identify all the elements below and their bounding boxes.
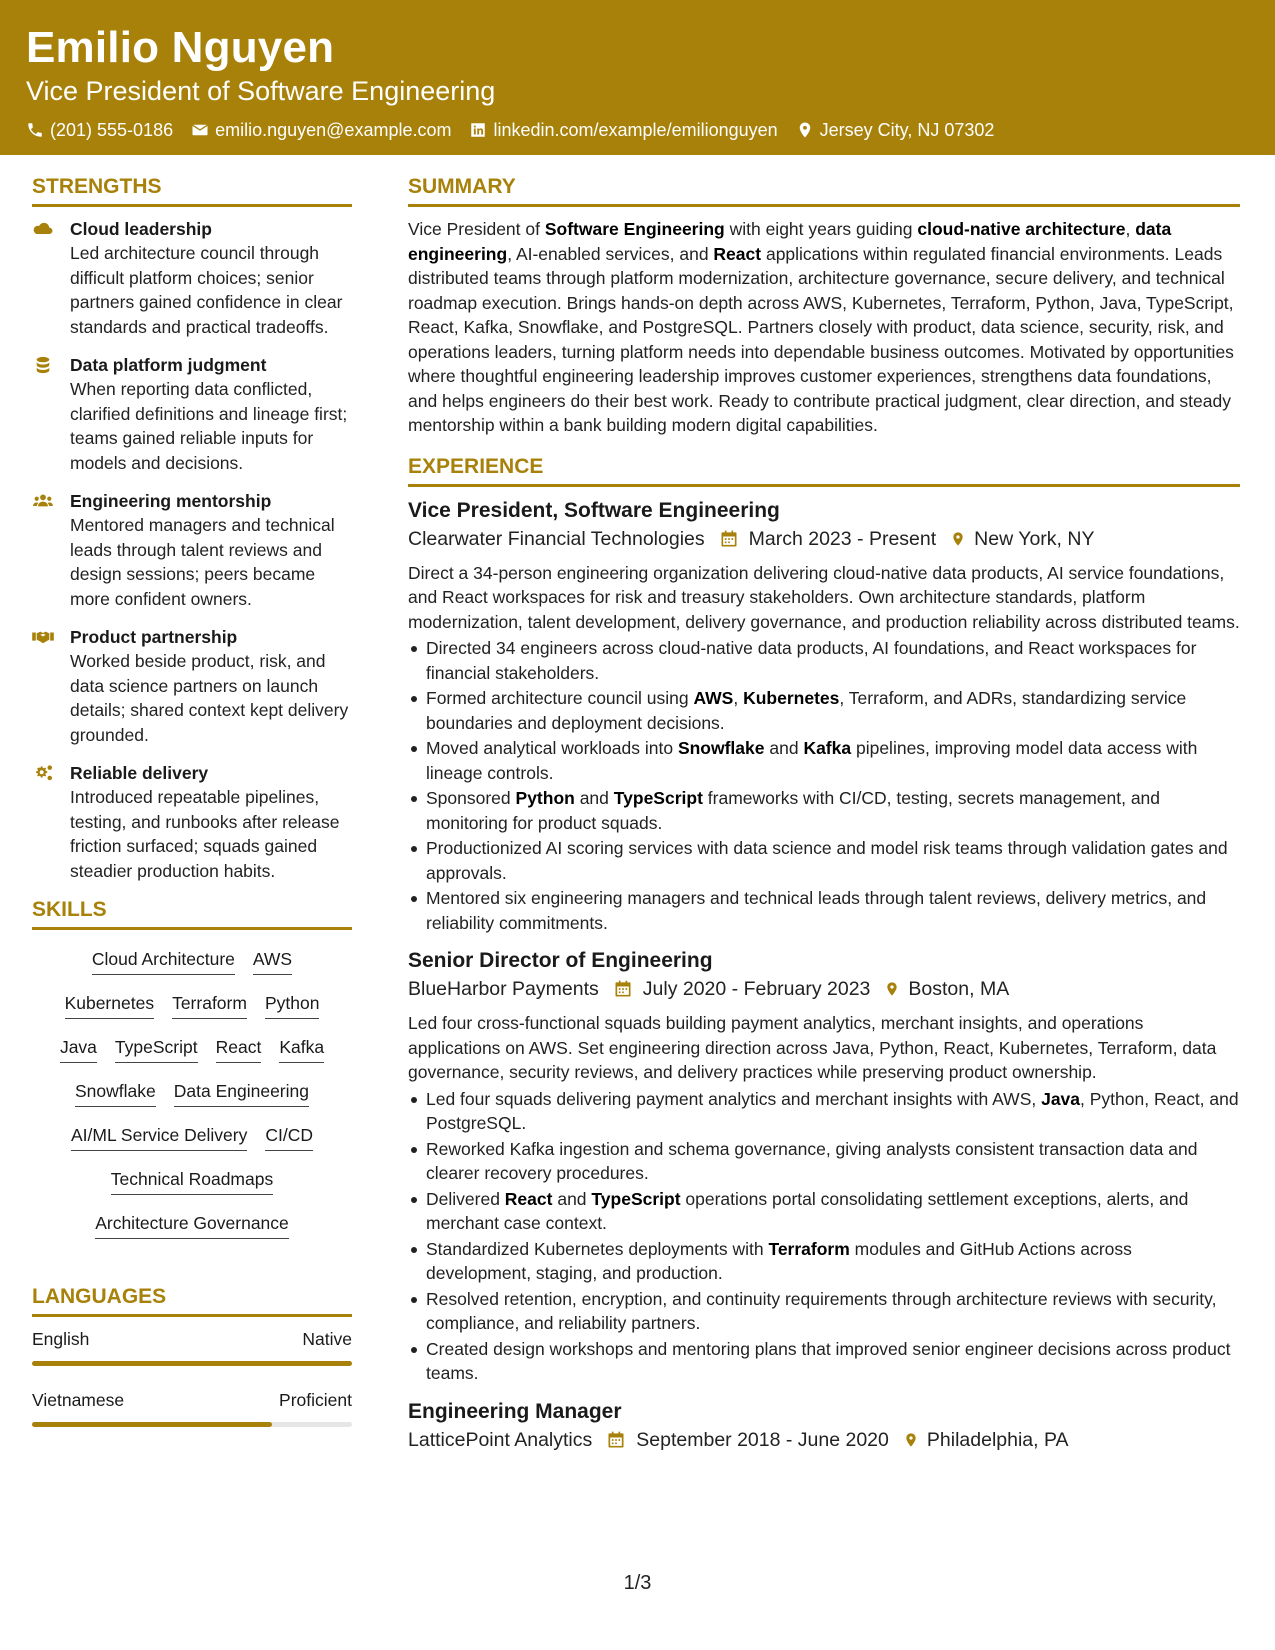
skill-tag: Cloud Architecture xyxy=(92,947,235,975)
company-name: LatticePoint Analytics xyxy=(408,1428,593,1451)
database-icon xyxy=(32,356,54,374)
job-meta xyxy=(408,975,1240,1003)
calendar-icon xyxy=(606,1430,626,1450)
bullet-item: Productionized AI scoring services with data science and model risk teams through validation gates and approvals. xyxy=(408,836,1240,885)
bullet-item: Reworked Kafka ingestion and schema governance, giving analysts consistent transaction data and clearer recovery procedures. xyxy=(408,1137,1240,1186)
contact-phone xyxy=(26,118,173,142)
gears-icon xyxy=(32,764,54,782)
language-name: Vietnamese xyxy=(32,1390,125,1410)
skills-list xyxy=(32,940,352,1248)
users-icon xyxy=(32,492,54,510)
language-item xyxy=(32,1327,352,1366)
strengths-heading: STRENGTHS xyxy=(32,174,352,207)
company-name: Clearwater Financial Technologies xyxy=(408,527,705,550)
skill-tag: Technical Roadmaps xyxy=(111,1167,273,1195)
summary-heading: SUMMARY xyxy=(408,174,1240,207)
job-dates: March 2023 - Present xyxy=(748,527,937,550)
bullet-item: Formed architecture council using AWS, Kubernetes, Terraform, and ADRs, standardizing service boundaries and deployment decisions. xyxy=(408,686,1240,735)
bullet-item: Created design workshops and mentoring plans that improved senior engineer decisions across product teams. xyxy=(408,1337,1240,1386)
job-description: Led four cross-functional squads building payment analytics, merchant insights, and operations applications on AWS. Set engineering direction across Java, Python, React, Kubernetes, Terraform, data governance, security reviews, and delivery practices while preserving product ownership. xyxy=(408,1013,1217,1082)
strength-title: Data platform judgment xyxy=(70,355,267,375)
languages-heading: LANGUAGES xyxy=(32,1284,352,1317)
phone-icon xyxy=(26,121,44,139)
calendar-icon xyxy=(719,529,739,549)
skill-tag: Data Engineering xyxy=(174,1079,309,1107)
job-description: Direct a 34-person engineering organization delivering cloud-native data products, AI service foundations, and React workspaces for risk and treasury stakeholders. Own architecture standards, platform modernization, talent development, delivery governance, and production reliability across distributed teams. xyxy=(408,562,1240,632)
left-column xyxy=(32,174,352,1449)
bullet-item: Resolved retention, encryption, and continuity requirements through architecture reviews with security, compliance, and reliability partners. xyxy=(408,1287,1240,1336)
strength-item xyxy=(32,217,352,339)
calendar-icon xyxy=(613,979,633,999)
envelope-icon xyxy=(191,121,209,139)
skill-tag: Snowflake xyxy=(75,1079,156,1107)
strength-title: Cloud leadership xyxy=(70,219,212,239)
language-item xyxy=(32,1388,352,1427)
contact-list xyxy=(26,118,1249,142)
company-name: BlueHarbor Payments xyxy=(408,978,599,1000)
strength-title: Engineering mentorship xyxy=(70,491,272,511)
job-title: Vice President, Software Engineering xyxy=(408,498,780,522)
job-location: Philadelphia, PA xyxy=(926,1428,1069,1451)
job-dates: July 2020 - February 2023 xyxy=(642,978,871,1000)
contact-email[interactable] xyxy=(191,118,451,142)
strength-description: When reporting data conflicted, clarified definitions and lineage first; teams gained reliable inputs for models and decisions. xyxy=(70,379,348,473)
language-name: English xyxy=(32,1329,90,1349)
experience-list xyxy=(408,497,1240,1454)
skill-tag: Java xyxy=(60,1035,97,1063)
map-pin-icon xyxy=(903,1430,919,1450)
bullet-item: Sponsored Python and TypeScript frameworks with CI/CD, testing, secrets management, and monitoring for product squads. xyxy=(408,786,1240,835)
experience-entry xyxy=(408,947,1240,1386)
skill-tag: Kubernetes xyxy=(65,991,155,1019)
job-location: New York, NY xyxy=(974,527,1095,550)
job-meta xyxy=(408,1426,1240,1454)
strength-description: Worked beside product, risk, and data science partners on launch details; shared context kept delivery grounded. xyxy=(70,651,349,745)
language-level: Proficient xyxy=(279,1390,352,1410)
candidate-name: Emilio Nguyen xyxy=(26,23,335,72)
skill-tag: Kafka xyxy=(279,1035,324,1063)
strength-item xyxy=(32,353,352,475)
language-proficiency-bar xyxy=(32,1422,352,1427)
strength-title: Product partnership xyxy=(70,627,238,647)
language-proficiency-fill xyxy=(32,1361,352,1366)
bullet-item: Directed 34 engineers across cloud-native data products, AI foundations, and React workspaces for financial stakeholders. xyxy=(408,636,1240,685)
bullet-item: Standardized Kubernetes deployments with Terraform modules and GitHub Actions across development, staging, and production. xyxy=(408,1237,1240,1286)
map-pin-icon xyxy=(796,121,814,139)
skill-tag: React xyxy=(216,1035,262,1063)
job-meta xyxy=(408,525,1240,553)
right-column xyxy=(408,174,1240,1466)
language-level: Native xyxy=(302,1329,352,1349)
skill-tag: AWS xyxy=(253,947,292,975)
candidate-role: Vice President of Software Engineering xyxy=(26,76,496,106)
page-number: 1/3 xyxy=(623,1572,652,1594)
bullet-item: Moved analytical workloads into Snowflake and Kafka pipelines, improving model data access with lineage controls. xyxy=(408,736,1240,785)
language-proficiency-bar xyxy=(32,1361,352,1366)
email-text: emilio.nguyen@example.com xyxy=(215,120,452,140)
location-text: Jersey City, NJ 07302 xyxy=(819,120,995,140)
bullet-item: Delivered React and TypeScript operations portal consolidating settlement exceptions, alerts, and merchant case context. xyxy=(408,1187,1240,1236)
contact-location xyxy=(796,118,995,142)
strength-title: Reliable delivery xyxy=(70,763,209,783)
job-title: Engineering Manager xyxy=(408,1399,622,1423)
job-bullets xyxy=(408,636,1240,935)
strength-item xyxy=(32,761,352,883)
job-title: Senior Director of Engineering xyxy=(408,949,713,972)
handshake-icon xyxy=(32,628,54,646)
skill-tag: AI/ML Service Delivery xyxy=(71,1123,247,1151)
phone-text: (201) 555-0186 xyxy=(50,120,174,140)
summary-text: Vice President of Software Engineering with eight years guiding cloud-native architecture, data engineering, AI-enabled services, and React applications within regulated financial environments. Leads distributed teams through platform modernization, architecture governance, secure delivery, and technical roadmap execution. Brings hands-on depth across AWS, Kubernetes, Terraform, Python, Java, TypeScript, React, Kafka, Snowflake, and PostgreSQL. Partners closely with product, data science, security, risk, and operations leaders, turning platform needs into dependable business outcomes. Motivated by opportunities where thoughtful engineering leadership improves customer experiences, strengthens data foundations, and helps engineers do their best work. Ready to contribute practical judgment, clear direction, and steady mentorship within a bank building modern digital capabilities. xyxy=(408,219,1234,435)
experience-entry xyxy=(408,497,1240,936)
strength-item xyxy=(32,489,352,611)
bullet-item: Led four squads delivering payment analytics and merchant insights with AWS, Java, Python, React, and PostgreSQL. xyxy=(408,1087,1240,1136)
map-pin-icon xyxy=(884,979,900,999)
contact-linkedin[interactable] xyxy=(469,118,777,142)
job-bullets xyxy=(408,1087,1240,1386)
strength-description: Led architecture council through difficult platform choices; senior partners gained confidence in clear standards and practical tradeoffs. xyxy=(70,243,343,337)
skill-tag: TypeScript xyxy=(115,1035,198,1063)
skill-tag: Terraform xyxy=(172,991,247,1019)
experience-heading: EXPERIENCE xyxy=(408,454,1240,487)
skill-tag: CI/CD xyxy=(265,1123,313,1151)
map-pin-icon xyxy=(950,529,966,549)
language-proficiency-fill xyxy=(32,1422,272,1427)
cloud-icon xyxy=(32,220,54,238)
experience-entry xyxy=(408,1398,1240,1454)
job-dates: September 2018 - June 2020 xyxy=(636,1428,889,1451)
bullet-item: Mentored six engineering managers and technical leads through talent reviews, delivery metrics, and reliability commitments. xyxy=(408,886,1240,935)
job-location: Boston, MA xyxy=(908,978,1010,1000)
skills-heading: SKILLS xyxy=(32,897,352,930)
skill-tag: Python xyxy=(265,991,319,1019)
strength-description: Introduced repeatable pipelines, testing, and runbooks after release friction surfaced; squads gained steadier production habits. xyxy=(70,787,340,881)
skill-tag: Architecture Governance xyxy=(95,1211,289,1239)
strength-description: Mentored managers and technical leads through talent reviews and design sessions; peers became more confident owners. xyxy=(70,515,335,609)
linkedin-text: linkedin.com/example/emilionguyen xyxy=(493,120,778,140)
linkedin-icon xyxy=(469,121,487,139)
resume-header xyxy=(0,0,1275,155)
strength-item xyxy=(32,625,352,747)
